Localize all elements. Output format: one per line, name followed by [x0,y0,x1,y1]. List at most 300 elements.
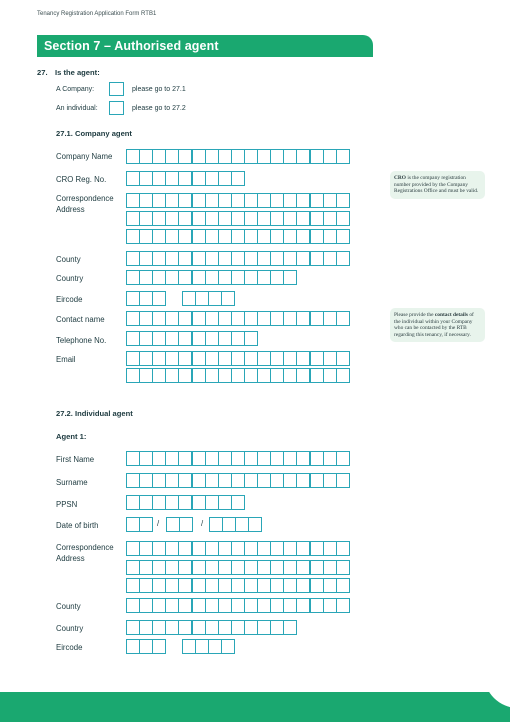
char-box[interactable] [205,311,219,326]
char-box[interactable] [244,311,258,326]
email-line-2[interactable] [126,368,349,383]
char-box[interactable] [231,560,245,575]
char-box[interactable] [126,578,140,593]
char-box[interactable] [195,291,209,306]
char-box[interactable] [126,193,140,208]
char-box[interactable] [192,270,206,285]
char-box[interactable] [270,270,284,285]
char-box[interactable] [165,560,179,575]
char-box[interactable] [165,251,179,266]
char-box[interactable] [310,368,324,383]
char-box[interactable] [231,270,245,285]
char-box[interactable] [270,620,284,635]
char-box[interactable] [165,495,179,510]
char-box[interactable] [310,560,324,575]
char-box[interactable] [178,473,192,488]
char-box[interactable] [152,270,166,285]
char-box[interactable] [231,193,245,208]
char-box[interactable] [178,270,192,285]
char-box[interactable] [178,171,192,186]
char-box[interactable] [192,193,206,208]
char-box[interactable] [218,211,232,226]
char-box[interactable] [310,451,324,466]
char-box[interactable] [235,517,249,532]
char-box[interactable] [323,229,337,244]
char-box[interactable] [165,270,179,285]
char-box[interactable] [192,598,206,613]
char-box[interactable] [178,211,192,226]
char-box[interactable] [152,351,166,366]
char-box[interactable] [139,251,153,266]
dob-month-input[interactable] [166,517,192,532]
char-box[interactable] [218,251,232,266]
char-box[interactable] [270,598,284,613]
char-box[interactable] [152,291,166,306]
char-box[interactable] [139,517,153,532]
char-box[interactable] [126,229,140,244]
company-country-input[interactable] [126,270,296,285]
char-box[interactable] [178,560,192,575]
char-box[interactable] [139,351,153,366]
char-box[interactable] [296,368,310,383]
char-box[interactable] [205,251,219,266]
char-box[interactable] [178,578,192,593]
char-box[interactable] [296,578,310,593]
char-box[interactable] [231,171,245,186]
char-box[interactable] [310,311,324,326]
char-box[interactable] [152,193,166,208]
char-box[interactable] [231,311,245,326]
char-box[interactable] [257,541,271,556]
char-box[interactable] [165,331,179,346]
char-box[interactable] [126,331,140,346]
char-box[interactable] [192,368,206,383]
char-box[interactable] [270,229,284,244]
char-box[interactable] [283,311,297,326]
char-box[interactable] [205,368,219,383]
char-box[interactable] [283,270,297,285]
char-box[interactable] [192,331,206,346]
char-box[interactable] [139,541,153,556]
char-box[interactable] [283,193,297,208]
dob-day-input[interactable] [126,517,152,532]
contact-name-input[interactable] [126,311,349,326]
char-box[interactable] [283,473,297,488]
char-box[interactable] [139,149,153,164]
char-box[interactable] [205,211,219,226]
char-box[interactable] [257,368,271,383]
char-box[interactable] [139,311,153,326]
char-box[interactable] [270,541,284,556]
char-box[interactable] [231,620,245,635]
char-box[interactable] [165,193,179,208]
char-box[interactable] [192,541,206,556]
char-box[interactable] [139,473,153,488]
char-box[interactable] [205,620,219,635]
char-box[interactable] [126,473,140,488]
company-eircode-routing-input[interactable] [126,291,165,306]
char-box[interactable] [336,193,350,208]
char-box[interactable] [310,211,324,226]
char-box[interactable] [336,149,350,164]
char-box[interactable] [218,473,232,488]
char-box[interactable] [205,560,219,575]
char-box[interactable] [126,620,140,635]
char-box[interactable] [270,211,284,226]
individual-address-line-3[interactable] [126,578,349,593]
char-box[interactable] [323,368,337,383]
char-box[interactable] [126,541,140,556]
char-box[interactable] [139,229,153,244]
char-box[interactable] [257,149,271,164]
char-box[interactable] [166,517,180,532]
char-box[interactable] [283,251,297,266]
char-box[interactable] [139,578,153,593]
char-box[interactable] [218,171,232,186]
option-company-checkbox[interactable] [109,82,124,96]
char-box[interactable] [218,368,232,383]
char-box[interactable] [139,451,153,466]
char-box[interactable] [152,311,166,326]
char-box[interactable] [257,311,271,326]
char-box[interactable] [178,368,192,383]
char-box[interactable] [310,251,324,266]
char-box[interactable] [257,560,271,575]
char-box[interactable] [165,311,179,326]
char-box[interactable] [323,251,337,266]
char-box[interactable] [139,495,153,510]
char-box[interactable] [218,270,232,285]
char-box[interactable] [195,639,209,654]
char-box[interactable] [152,598,166,613]
company-address-line-1[interactable] [126,193,349,208]
char-box[interactable] [165,368,179,383]
char-box[interactable] [283,451,297,466]
char-box[interactable] [336,211,350,226]
char-box[interactable] [257,229,271,244]
ppsn-input[interactable] [126,495,244,510]
char-box[interactable] [205,495,219,510]
char-box[interactable] [205,229,219,244]
char-box[interactable] [152,620,166,635]
char-box[interactable] [139,211,153,226]
char-box[interactable] [257,578,271,593]
char-box[interactable] [283,368,297,383]
char-box[interactable] [126,211,140,226]
char-box[interactable] [283,351,297,366]
char-box[interactable] [336,229,350,244]
char-box[interactable] [139,639,153,654]
char-box[interactable] [192,495,206,510]
char-box[interactable] [323,451,337,466]
char-box[interactable] [218,620,232,635]
char-box[interactable] [139,171,153,186]
char-box[interactable] [192,451,206,466]
char-box[interactable] [139,560,153,575]
char-box[interactable] [205,473,219,488]
char-box[interactable] [244,541,258,556]
char-box[interactable] [218,311,232,326]
surname-input[interactable] [126,473,349,488]
char-box[interactable] [165,451,179,466]
char-box[interactable] [205,193,219,208]
char-box[interactable] [231,351,245,366]
char-box[interactable] [310,598,324,613]
option-individual-checkbox[interactable] [109,101,124,115]
char-box[interactable] [336,451,350,466]
char-box[interactable] [283,541,297,556]
char-box[interactable] [152,211,166,226]
char-box[interactable] [257,620,271,635]
company-name-input[interactable] [126,149,349,164]
char-box[interactable] [222,517,236,532]
char-box[interactable] [244,331,258,346]
company-county-input[interactable] [126,251,349,266]
char-box[interactable] [152,639,166,654]
char-box[interactable] [270,451,284,466]
char-box[interactable] [336,578,350,593]
char-box[interactable] [126,451,140,466]
char-box[interactable] [270,251,284,266]
char-box[interactable] [296,473,310,488]
company-eircode-unique-input[interactable] [182,291,234,306]
char-box[interactable] [283,149,297,164]
char-box[interactable] [296,351,310,366]
char-box[interactable] [296,193,310,208]
char-box[interactable] [231,598,245,613]
char-box[interactable] [209,517,223,532]
char-box[interactable] [270,578,284,593]
char-box[interactable] [126,351,140,366]
char-box[interactable] [244,351,258,366]
char-box[interactable] [221,291,235,306]
char-box[interactable] [231,229,245,244]
char-box[interactable] [165,171,179,186]
char-box[interactable] [192,620,206,635]
char-box[interactable] [248,517,262,532]
char-box[interactable] [152,331,166,346]
char-box[interactable] [126,598,140,613]
char-box[interactable] [231,541,245,556]
char-box[interactable] [218,331,232,346]
char-box[interactable] [126,517,140,532]
char-box[interactable] [270,560,284,575]
char-box[interactable] [126,368,140,383]
char-box[interactable] [231,495,245,510]
char-box[interactable] [310,578,324,593]
char-box[interactable] [270,368,284,383]
char-box[interactable] [182,291,196,306]
char-box[interactable] [310,473,324,488]
char-box[interactable] [283,620,297,635]
individual-eircode-routing-input[interactable] [126,639,165,654]
char-box[interactable] [179,517,193,532]
char-box[interactable] [257,211,271,226]
char-box[interactable] [270,473,284,488]
char-box[interactable] [218,541,232,556]
char-box[interactable] [336,351,350,366]
char-box[interactable] [126,251,140,266]
char-box[interactable] [257,193,271,208]
char-box[interactable] [139,331,153,346]
char-box[interactable] [336,251,350,266]
char-box[interactable] [165,578,179,593]
char-box[interactable] [231,211,245,226]
char-box[interactable] [231,251,245,266]
char-box[interactable] [126,270,140,285]
char-box[interactable] [244,368,258,383]
char-box[interactable] [296,451,310,466]
char-box[interactable] [126,495,140,510]
char-box[interactable] [218,598,232,613]
char-box[interactable] [178,451,192,466]
char-box[interactable] [310,229,324,244]
char-box[interactable] [165,620,179,635]
char-box[interactable] [165,351,179,366]
char-box[interactable] [205,171,219,186]
telephone-input[interactable] [126,331,257,346]
char-box[interactable] [178,193,192,208]
char-box[interactable] [126,149,140,164]
char-box[interactable] [218,149,232,164]
char-box[interactable] [152,495,166,510]
char-box[interactable] [178,620,192,635]
char-box[interactable] [165,473,179,488]
char-box[interactable] [336,311,350,326]
char-box[interactable] [178,541,192,556]
char-box[interactable] [218,560,232,575]
char-box[interactable] [336,541,350,556]
char-box[interactable] [283,598,297,613]
char-box[interactable] [152,229,166,244]
char-box[interactable] [270,351,284,366]
char-box[interactable] [323,598,337,613]
char-box[interactable] [244,229,258,244]
char-box[interactable] [296,149,310,164]
char-box[interactable] [244,578,258,593]
char-box[interactable] [323,578,337,593]
char-box[interactable] [296,311,310,326]
char-box[interactable] [152,578,166,593]
char-box[interactable] [231,578,245,593]
char-box[interactable] [192,251,206,266]
char-box[interactable] [257,598,271,613]
char-box[interactable] [283,211,297,226]
char-box[interactable] [182,639,196,654]
char-box[interactable] [152,251,166,266]
char-box[interactable] [336,560,350,575]
char-box[interactable] [192,473,206,488]
char-box[interactable] [139,598,153,613]
char-box[interactable] [178,495,192,510]
char-box[interactable] [244,251,258,266]
char-box[interactable] [178,598,192,613]
char-box[interactable] [218,578,232,593]
char-box[interactable] [244,473,258,488]
char-box[interactable] [323,560,337,575]
char-box[interactable] [205,598,219,613]
char-box[interactable] [270,149,284,164]
char-box[interactable] [231,451,245,466]
char-box[interactable] [178,251,192,266]
char-box[interactable] [192,211,206,226]
char-box[interactable] [139,620,153,635]
char-box[interactable] [165,598,179,613]
char-box[interactable] [323,473,337,488]
char-box[interactable] [165,211,179,226]
char-box[interactable] [178,351,192,366]
char-box[interactable] [283,578,297,593]
char-box[interactable] [139,291,153,306]
char-box[interactable] [244,193,258,208]
char-box[interactable] [296,598,310,613]
char-box[interactable] [296,541,310,556]
char-box[interactable] [336,368,350,383]
char-box[interactable] [323,351,337,366]
char-box[interactable] [244,560,258,575]
char-box[interactable] [192,171,206,186]
char-box[interactable] [178,229,192,244]
char-box[interactable] [178,311,192,326]
char-box[interactable] [323,311,337,326]
char-box[interactable] [296,251,310,266]
individual-address-line-2[interactable] [126,560,349,575]
char-box[interactable] [208,639,222,654]
char-box[interactable] [323,149,337,164]
char-box[interactable] [208,291,222,306]
char-box[interactable] [139,270,153,285]
char-box[interactable] [218,193,232,208]
company-address-line-3[interactable] [126,229,349,244]
char-box[interactable] [152,541,166,556]
char-box[interactable] [218,229,232,244]
char-box[interactable] [205,149,219,164]
char-box[interactable] [296,560,310,575]
char-box[interactable] [192,311,206,326]
individual-address-line-1[interactable] [126,541,349,556]
individual-eircode-unique-input[interactable] [182,639,234,654]
individual-country-input[interactable] [126,620,296,635]
char-box[interactable] [178,331,192,346]
char-box[interactable] [192,149,206,164]
char-box[interactable] [231,473,245,488]
char-box[interactable] [192,351,206,366]
char-box[interactable] [165,541,179,556]
char-box[interactable] [205,331,219,346]
char-box[interactable] [165,229,179,244]
char-box[interactable] [257,473,271,488]
char-box[interactable] [244,149,258,164]
char-box[interactable] [244,451,258,466]
char-box[interactable] [218,451,232,466]
char-box[interactable] [205,351,219,366]
char-box[interactable] [257,270,271,285]
char-box[interactable] [205,541,219,556]
char-box[interactable] [283,560,297,575]
char-box[interactable] [323,541,337,556]
char-box[interactable] [244,598,258,613]
char-box[interactable] [192,578,206,593]
char-box[interactable] [126,560,140,575]
char-box[interactable] [231,149,245,164]
char-box[interactable] [244,270,258,285]
char-box[interactable] [205,270,219,285]
char-box[interactable] [218,351,232,366]
char-box[interactable] [310,541,324,556]
char-box[interactable] [257,251,271,266]
char-box[interactable] [205,578,219,593]
char-box[interactable] [336,598,350,613]
